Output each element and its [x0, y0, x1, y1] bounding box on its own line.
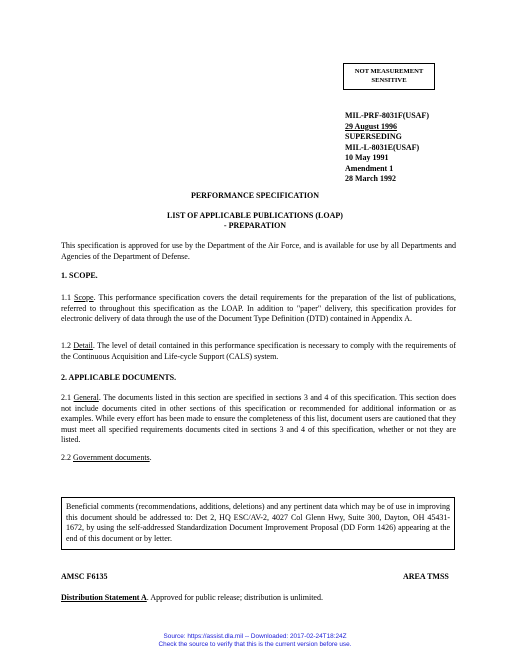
amendment: Amendment 1 — [345, 163, 394, 173]
paragraph-label-detail: Detail — [73, 341, 93, 350]
superseding-label: SUPERSEDING — [345, 132, 402, 141]
paragraph-label-general: General — [73, 393, 99, 402]
doc-title-line1: LIST OF APPLICABLE PUBLICATIONS (LOAP) — [167, 211, 343, 220]
footer-line2: Check the source to verify that this is the current version before use. — [158, 641, 352, 648]
beneficial-comments-box: Beneficial comments (recommendations, additions, deletions) and any pertinent data which may be of use in improving this document should be addressed to: Det 2, HQ ESC/AV-2, 4027 Col Glenn Hwy, Suite 300, Dayton, OH 45431-1672, by using the self-addressed Standardization Document Improvement Proposal (DD Form 1426) appearing at the end of this document or by letter. — [61, 497, 455, 550]
amsc-number: AMSC F6135 — [61, 572, 108, 581]
paragraph-label-scope: Scope — [74, 293, 94, 302]
paragraph-2-1 — [61, 393, 456, 446]
section-2-heading: 2. APPLICABLE DOCUMENTS. — [61, 373, 177, 382]
document-id-block — [345, 111, 429, 185]
paragraph-1-1 — [61, 293, 456, 325]
distribution-text: . Approved for public release; distribution is unlimited. — [146, 593, 323, 602]
paragraph-number: 1.1 — [61, 293, 75, 302]
amendment-date: 28 March 1992 — [345, 174, 396, 183]
spec-type-title: PERFORMANCE SPECIFICATION — [190, 191, 320, 200]
paragraph-text: . — [149, 453, 152, 462]
distribution-statement — [61, 593, 456, 604]
not-measurement-sensitive-box — [343, 63, 435, 90]
paragraph-label-government-documents: Government documents — [73, 453, 150, 462]
footer-source — [0, 633, 510, 649]
paragraph-text: . This performance specification covers the detail requirements for the preparation of the list of publications, referred to throughout this specification as the LOAP. In addition to "paper" delivery, this specification provides for electronic delivery of data through the use of the Document Type Definition (DTD) contained in Appendix A. — [61, 293, 456, 323]
paragraph-number: 1.2 — [61, 341, 74, 350]
approval-paragraph: This specification is approved for use by the Department of the Air Force, and is available for use by all Departments and Agencies of the Department of Defense. — [61, 241, 456, 261]
paragraph-1-2 — [61, 341, 456, 362]
paragraph-number: 2.1 — [61, 393, 74, 402]
doc-date: 29 August 1996 — [345, 121, 398, 131]
distribution-label: Distribution Statement A — [61, 593, 147, 602]
paragraph-number: 2.2 — [61, 453, 73, 462]
doc-number: MIL-PRF-8031F(USAF) — [345, 111, 429, 120]
superseded-date: 10 May 1991 — [345, 153, 389, 162]
paragraph-2-2 — [61, 453, 456, 464]
paragraph-text: . The level of detail contained in this performance specification is necessary to comply with the requirements of the Continuous Acquisition and Life-cycle Support (CALS) system. — [61, 341, 457, 361]
area-code: AREA TMSS — [403, 572, 449, 581]
paragraph-text: . The documents listed in this section are specified in sections 3 and 4 of this specification. This section does not include documents cited in other sections of this specification or recommended for additional information or as examples. While every effort has been made to ensure the completeness of this list, document users are cautioned that they must meet all specified requirements documents cited in sections 3 and 4 of this specification, whether or not they are listed. — [61, 393, 456, 444]
superseded-number: MIL-L-8031E(USAF) — [345, 142, 420, 152]
footer-line1: Source: https://assist.dla.mil -- Downloaded: 2017-02-24T18:24Z — [163, 633, 347, 640]
section-1-heading: 1. SCOPE. — [61, 271, 98, 280]
marking-line2: SENSITIVE — [371, 76, 407, 84]
doc-title-line2: - PREPARATION — [223, 221, 287, 230]
marking-line1: NOT MEASUREMENT — [354, 68, 424, 75]
